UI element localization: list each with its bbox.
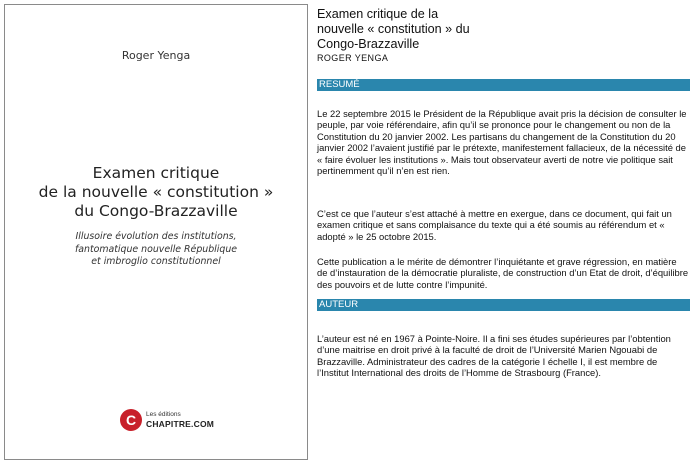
cover-title-line: de la nouvelle « constitution » [38, 183, 274, 201]
cover-subtitle-line: et imbroglio constitutionnel [91, 256, 221, 267]
resume-paragraph: C’est ce que l’auteur s’est attaché à mettre en exergue, dans ce document, qui fait un examen critique et sans complaisance du texte qui a été soumis au référendum et « adopté » le 25 octobre 2015. [317, 208, 672, 242]
book-title-line: Congo-Brazzaville [317, 37, 420, 51]
resume-heading: RESUMÉ [317, 79, 690, 91]
resume-paragraph: Le 22 septembre 2015 le Président de la République avait pris la décision de consulter le peuple, par voie référendaire, afin qu’il se prononce pour le changement ou non de la Constitution du 20 janvier 2002. Les partisans du changement de la Constitution du 20 janvier 2002 l’avaient justifié par le prétexte, manifestement fallacieux, de la nécessité de « faire évoluer les institutions ». Mais tout observateur averti de notre vie politique sait pertinemment qu’il n’en est rien. [317, 108, 687, 177]
resume-paragraph: Cette publication a le mérite de démontrer l’inquiétante et grave régression, en matière de d’instauration de la démocratie pluraliste, de construction d’un Etat de droit, d’équilibre des pouvoirs et de lutte contre l’impunité. [317, 256, 689, 290]
cover-author: Roger Yenga [121, 49, 191, 62]
cover-title-line: Examen critique [92, 164, 220, 182]
book-title [317, 7, 470, 52]
book-title-line: Examen critique de la [317, 7, 439, 21]
cover-subtitle [5, 231, 307, 269]
auteur-heading: AUTEUR [317, 299, 690, 311]
cover-subtitle-line: Illusoire évolution des institutions, [75, 231, 237, 242]
publisher-logo-mark: C [120, 409, 142, 431]
publisher-logo-line1: Les éditions [146, 411, 181, 418]
publisher-logo [120, 409, 230, 435]
cover-title [5, 164, 307, 221]
auteur-paragraph: L’auteur est né en 1967 à Pointe-Noire. Il a fini ses études supérieures par l’obtention d’une maitrise en droit privé à la faculté de droit de l’Université Marien Ngouabi de Brazzaville. Administrateur des cadres de la catégorie I échelle I, il est membre de l’Institut International des droits de l’Homme de Strasbourg (France). [317, 333, 671, 379]
cover-subtitle-line: fantomatique nouvelle République [74, 243, 238, 255]
cover-title-line: du Congo-Brazzaville [74, 202, 238, 220]
book-author: ROGER YENGA [317, 53, 389, 63]
publisher-logo-line2: CHAPITRE.COM [146, 419, 215, 429]
book-title-line: nouvelle « constitution » du [317, 22, 470, 36]
book-cover [4, 4, 308, 460]
